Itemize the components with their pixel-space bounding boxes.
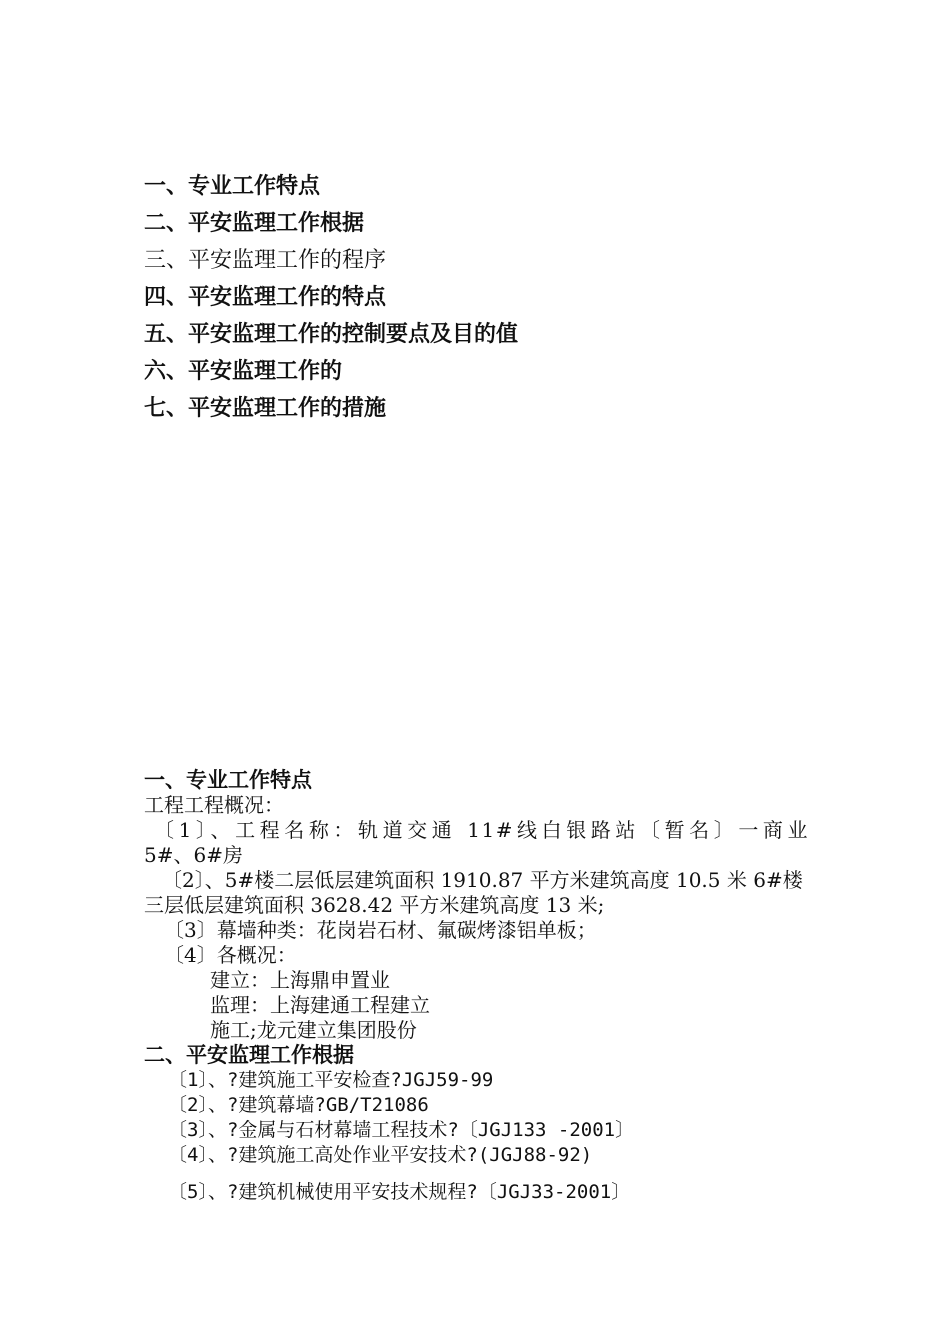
toc-item: 四、平安监理工作的特点 xyxy=(144,285,387,310)
toc-item: 七、平安监理工作的措施 xyxy=(144,396,387,421)
parties-overview-label: 〔4〕各概况： xyxy=(164,943,297,967)
reference-item: 〔5〕、?建筑机械使用平安技术规程?〔JGJ33-2001〕 xyxy=(168,1181,631,1203)
section-heading: 二、平安监理工作根据 xyxy=(144,1043,354,1067)
toc-item: 一、专业工作特点 xyxy=(144,174,321,199)
builder-line: 建立：上海鼎申置业 xyxy=(210,968,390,992)
project-name-line: 〔1〕、工程名称：轨道交通 11#线白银路站〔暂名〕一商业 xyxy=(154,818,809,842)
section-heading: 一、专业工作特点 xyxy=(144,768,312,792)
reference-item: 〔4〕、?建筑施工高处作业平安技术?(JGJ88-92) xyxy=(168,1144,593,1166)
toc-item: 六、平安监理工作的 xyxy=(144,359,343,384)
curtain-wall-type: 〔3〕幕墙种类：花岗岩石材、氟碳烤漆铝单板； xyxy=(164,918,597,942)
project-name-line-cont: 5#、6#房 xyxy=(144,843,243,867)
toc-item: 三、平安监理工作的程序 xyxy=(144,248,387,273)
table-of-contents xyxy=(144,168,844,427)
supervisor-line: 监理：上海建通工程建立 xyxy=(210,993,430,1017)
toc-item: 二、平安监理工作根据 xyxy=(144,211,365,236)
contractor-line: 施工;龙元建立集团股份 xyxy=(210,1018,417,1042)
reference-item: 〔3〕、?金属与石材幕墙工程技术?〔JGJ133 -2001〕 xyxy=(168,1119,635,1141)
reference-item: 〔1〕、?建筑施工平安检查?JGJ59-99 xyxy=(168,1069,494,1091)
toc-item: 五、平安监理工作的控制要点及目的值 xyxy=(144,322,519,347)
document-body xyxy=(144,768,809,1205)
building-area-paragraph: 〔2〕、5#楼二层低层建筑面积 1910.87 平方米建筑高度 10.5 米 6#楼三层低层建筑面积 3628.42 平方米建筑高度 13 米; xyxy=(144,868,803,917)
reference-item: 〔2〕、?建筑幕墙?GB/T21086 xyxy=(168,1094,429,1116)
overview-label: 工程工程概况： xyxy=(144,793,284,817)
